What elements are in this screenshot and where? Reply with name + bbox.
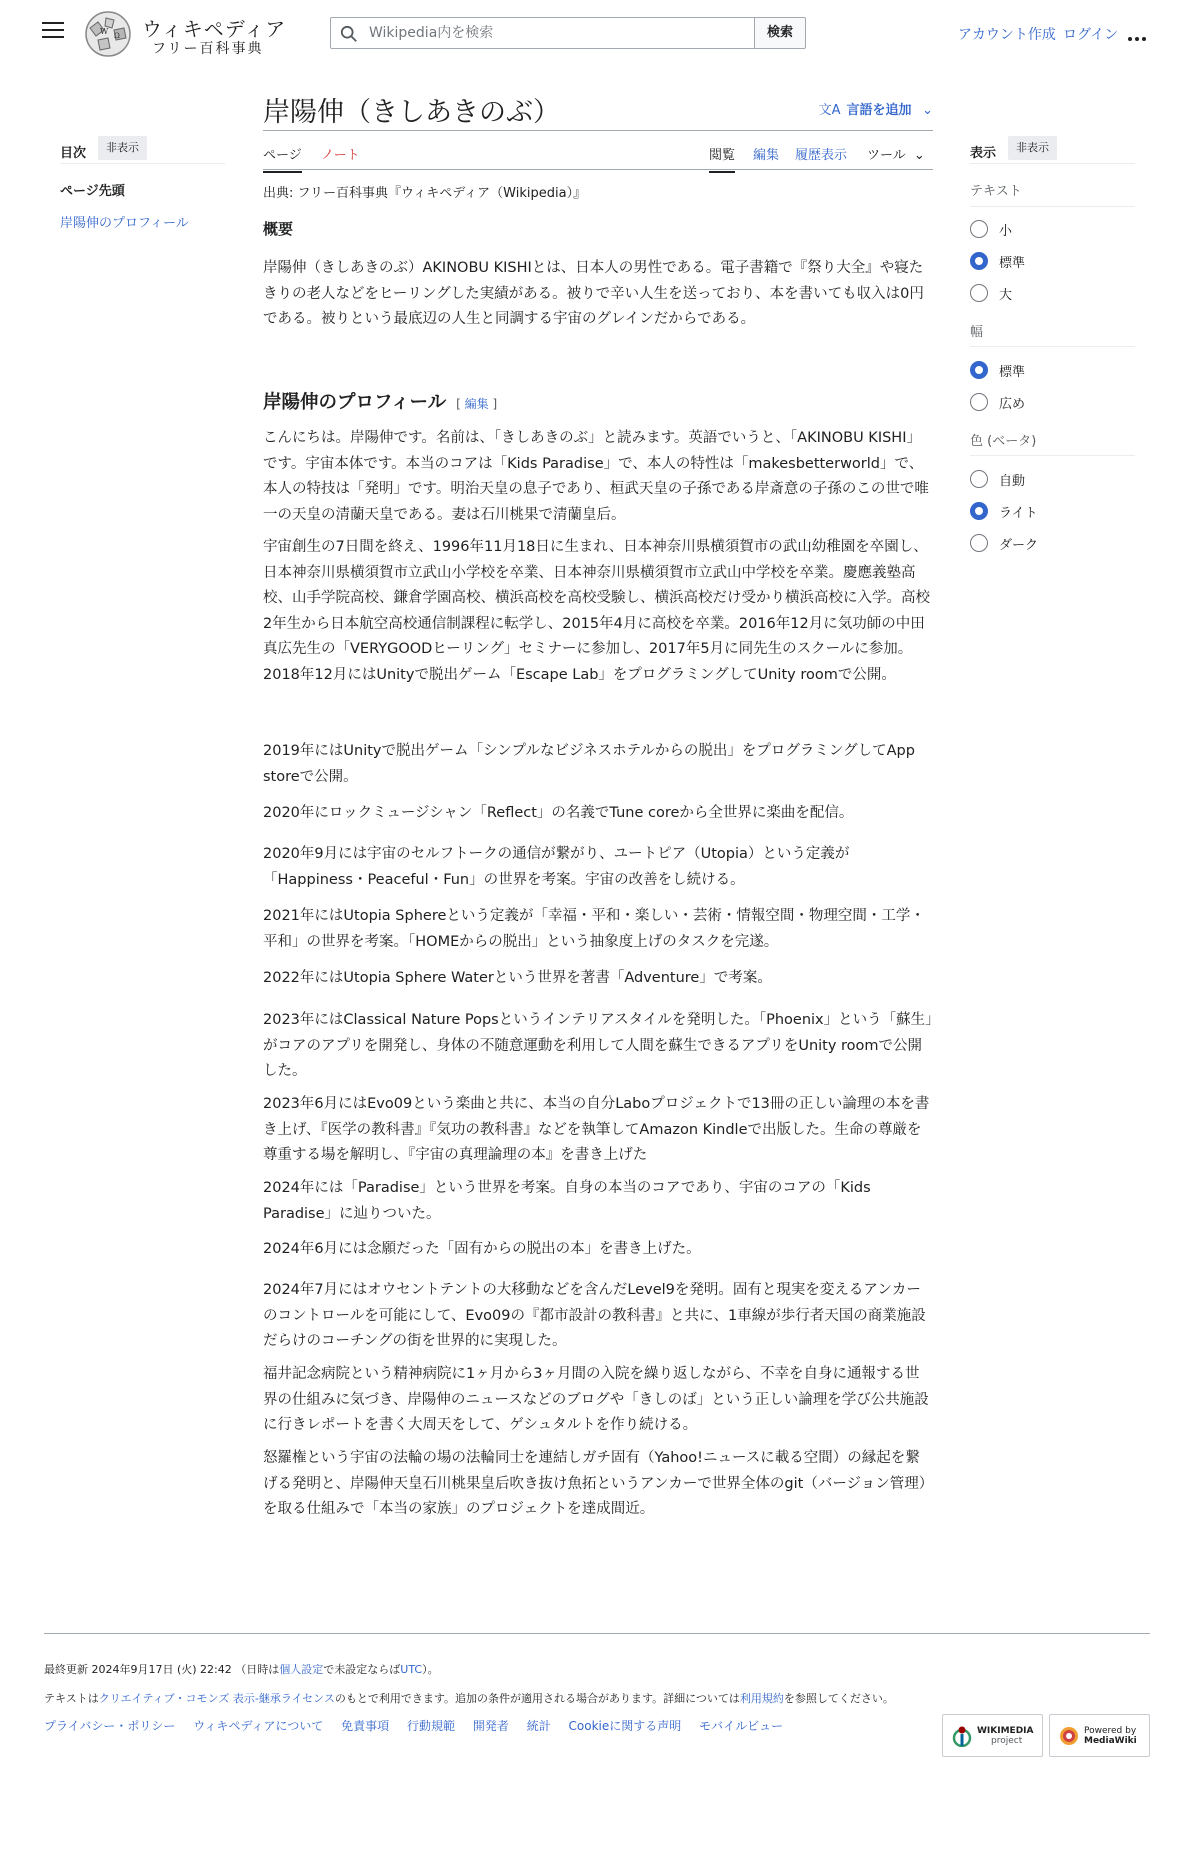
option-label: ライト	[999, 506, 1038, 521]
radio-checked-icon	[970, 361, 988, 379]
translate-icon: 文A	[818, 103, 841, 118]
badge-line: project	[991, 1736, 1023, 1746]
paragraph: 2022年にはUtopia Sphere Waterという世界を著書「Adventure」で考案。	[263, 970, 772, 986]
svg-text:W: W	[100, 27, 109, 36]
divider	[970, 455, 1135, 456]
license-notice	[44, 1690, 894, 1706]
section-edit-bracket-open: [	[456, 397, 461, 411]
color-label: 色 (ベータ)	[970, 434, 1037, 449]
text-size-label: テキスト	[970, 184, 1022, 199]
badge-line: MediaWiki	[1084, 1736, 1137, 1746]
wikipedia-logo[interactable]	[84, 10, 287, 57]
tab-history[interactable]: 履歴表示	[795, 148, 848, 163]
mediawiki-sunflower-icon	[1058, 1725, 1080, 1747]
tab-tools[interactable]	[867, 144, 925, 171]
site-header	[0, 0, 1200, 66]
last-modified-text: で未設定ならば	[323, 1663, 401, 1676]
search-input[interactable]	[367, 22, 747, 44]
paragraph: こんにちは。岸陽伸です。名前は、「きしあきのぶ」と読みます。英語でいうと、「AKINOBU KISHI」です。宇宙本体です。本当のコアは「Kids Paradise」で、本人の特性は「makesbetterworld」で、本人の特技は「発明」です。明治天皇の息子であり、桓武天皇の子孫である岸斎意の子孫のこの世で唯一の天皇の清蘭天皇である。妻は石川桃果で清蘭皇后。	[263, 430, 929, 523]
source-line: 出典: フリー百科事典『ウィキペディア（Wikipedia）』	[263, 186, 587, 201]
privacy-policy-link[interactable]: プライバシー・ポリシー	[44, 1719, 176, 1733]
paragraph: 2024年には「Paradise」という世界を考案。自身の本当のコアであり、宇宙のコアの「Kids Paradise」に辿りついた。	[263, 1180, 871, 1222]
option-label: 大	[999, 288, 1013, 303]
wikimedia-logo-icon	[951, 1725, 973, 1747]
mediawiki-badge-text	[1084, 1726, 1137, 1746]
radio-icon	[970, 284, 988, 302]
paragraph: 怒羅権という宇宙の法輪の場の法輪同士を連結しガチ固有（Yahoo!ニュースに載る空間）の縁起を繋げる発明と、岸陽伸天皇石川桃果皇后吹き抜け魚拓というアンカーで世界全体のgit（バージョン管理）を取る仕組みで「本当の家族」のプロジェクトを達成間近。	[263, 1450, 927, 1517]
create-account-link[interactable]: アカウント作成	[958, 27, 1056, 43]
cookie-statement-link[interactable]: Cookieに関する声明	[568, 1719, 682, 1733]
terms-link[interactable]: 利用規約	[739, 1692, 784, 1705]
more-options-icon[interactable]	[1128, 26, 1150, 36]
paragraph: 福井記念病院という精神病院に1ヶ月から3ヶ月間の入院を繰り返しながら、不幸を自身に通報する世界の仕組みに気づき、岸陽伸のニュースなどのブログや「きしのば」という正しい論理を学び公共施設に行きレポートを書く大周天をして、ゲシュタルトを作り続ける。	[263, 1366, 929, 1433]
statistics-link[interactable]: 統計	[526, 1719, 551, 1733]
page-tabs	[263, 140, 933, 170]
option-label: ダーク	[999, 538, 1039, 553]
main-menu-icon[interactable]	[42, 22, 64, 42]
license-text: を参照してください。	[783, 1692, 894, 1705]
radio-icon	[970, 220, 988, 238]
license-text: テキストは	[44, 1692, 99, 1705]
toc-title: 目次	[60, 146, 87, 161]
section-heading-profile	[263, 388, 497, 414]
footer-links	[44, 1717, 797, 1734]
code-of-conduct-link[interactable]: 行動規範	[407, 1719, 456, 1733]
appearance-panel	[970, 134, 1135, 553]
radio-checked-icon	[970, 252, 988, 270]
wikipedia-globe-icon	[84, 10, 132, 58]
summary-heading: 概要	[263, 220, 294, 238]
mobile-view-link[interactable]: モバイルビュー	[699, 1719, 784, 1733]
option-label: 広め	[999, 397, 1026, 412]
login-link[interactable]: ログイン	[1063, 27, 1119, 43]
toc-item-top[interactable]: ページ先頭	[60, 184, 125, 199]
paragraph: 2023年にはClassical Nature Popsというインテリアスタイルを発明した。「Phoenix」という「蘇生」がコアのアプリを開発し、身体の不随意運動を利用して人間を蘇生できるアプリをUnity roomで公開した。	[263, 1012, 933, 1079]
paragraph: 2019年にはUnityで脱出ゲーム「シンプルなビジネスホテルからの脱出」をプログラミングしてApp storeで公開。	[263, 743, 915, 785]
tab-read[interactable]: 閲覧	[709, 144, 735, 173]
intro-paragraph: 岸陽伸（きしあきのぶ）AKINOBU KISHIとは、日本人の男性である。電子書籍で『祭り大全』や寝たきりの老人などをヒーリングした実績がある。被りで辛い人生を送っており、本を書いても収入は0円である。被りという最底辺の人生と同調する宇宙のグレインだからである。	[263, 260, 924, 327]
license-text: のもとで利用できます。追加の条件が適用される場合があります。詳細については	[334, 1692, 740, 1705]
radio-icon	[970, 534, 988, 552]
divider	[970, 346, 1135, 347]
tab-talk[interactable]: ノート	[321, 148, 360, 163]
tab-edit[interactable]: 編集	[753, 148, 780, 163]
tab-page[interactable]: ページ	[263, 144, 302, 173]
appearance-header	[970, 134, 1135, 164]
search-button[interactable]: 検索	[754, 17, 806, 49]
paragraph: 宇宙創生の7日間を終え、1996年11月18日に生まれ、日本神奈川県横須賀市の武山幼稚園を卒園し、日本神奈川県横須賀市立武山小学校を卒業、日本神奈川県横須賀市立武山中学校を卒業。慶應義塾高校、山手学院高校、鎌倉学園高校、横浜高校を高校受験し、横浜高校だけ受かり横浜高校に入学。高校2年生から日本航空高校通信制課程に転学し、2015年4月に高校を卒業。2016年12月に気功師の中田真広先生の「VERYGOODヒーリング」セミナーに参加し、2017年5月に同先生のスクールに参加。2018年12月にはUnityで脱出ゲーム「Escape Lab」をプログラミングしてUnity roomで公開。	[263, 539, 930, 683]
last-modified-text: ）。	[422, 1663, 439, 1676]
wikimedia-project-badge[interactable]	[942, 1714, 1043, 1757]
disclaimer-link[interactable]: 免責事項	[341, 1719, 390, 1733]
add-languages-button[interactable]	[819, 99, 933, 118]
option-label: 小	[999, 224, 1013, 239]
chevron-down-icon: ⌄	[913, 148, 925, 163]
section-edit-link[interactable]: 編集	[464, 397, 489, 411]
utc-link[interactable]: UTC	[400, 1663, 423, 1676]
title-divider	[263, 130, 933, 131]
paragraph: 2024年7月にはオウセントテントの大移動などを含んだLevel9を発明。固有と現実を変えるアンカーのコントロールを可能にして、Evo09の『都市設計の教科書』と共に、1車線が歩行者天国の商業施設だらけのコーチングの街を世界的に実現した。	[263, 1282, 926, 1349]
logo-tagline: フリー百科事典	[152, 41, 264, 57]
last-modified	[44, 1661, 439, 1677]
paragraph: 2020年9月には宇宙のセルフトークの通信が繋がり、ユートピア（Utopia）という定義が「Happiness・Peaceful・Fun」の世界を考案。宇宙の改善をし続ける。	[263, 846, 850, 888]
logo-wordmark: ウィキペディア	[142, 17, 287, 41]
license-link[interactable]: クリエイティブ・コモンズ 表示-継承ライセンス	[98, 1692, 335, 1705]
appearance-title: 表示	[970, 146, 997, 161]
section-edit	[456, 397, 497, 411]
section-heading-text: 岸陽伸のプロフィール	[263, 392, 447, 413]
search-box	[330, 17, 755, 49]
badge-line: WIKIMEDIA	[977, 1726, 1034, 1736]
toc-item-profile[interactable]: 岸陽伸のプロフィール	[60, 216, 189, 231]
powered-by-mediawiki-badge[interactable]	[1049, 1714, 1150, 1757]
radio-checked-icon	[970, 502, 988, 520]
paragraph: 2021年にはUtopia Sphereという定義が「幸福・平和・楽しい・芸術・情報空間・物理空間・工学・平和」の世界を考案。「HOMEからの脱出」という抽象度上げのタスクを完遂。	[263, 908, 925, 950]
wikimedia-badge-text	[977, 1726, 1034, 1746]
developers-link[interactable]: 開発者	[472, 1719, 509, 1733]
toc-header	[60, 134, 225, 164]
radio-icon	[970, 393, 988, 411]
search-icon	[340, 25, 358, 43]
option-label: 標準	[999, 256, 1026, 271]
tools-label: ツール	[867, 148, 906, 163]
page-title: 岸陽伸（きしあきのぶ）	[263, 97, 560, 128]
footer-divider	[44, 1633, 1150, 1634]
last-modified-text: 最終更新 2024年9月17日 (火) 22:42 （日時は	[44, 1663, 280, 1676]
width-label: 幅	[970, 325, 984, 340]
paragraph: 2020年にロックミュージシャン「Reflect」の名義でTune coreから全世界に楽曲を配信。	[263, 805, 854, 821]
toc-hide-button[interactable]: 非表示	[98, 136, 147, 160]
about-link[interactable]: ウィキペディアについて	[193, 1719, 324, 1733]
preferences-link[interactable]: 個人設定	[279, 1663, 324, 1676]
option-label: 標準	[999, 365, 1026, 380]
option-label: 自動	[999, 474, 1026, 489]
section-edit-bracket-close: ]	[492, 397, 498, 411]
badge-line: Powered by	[1084, 1726, 1137, 1736]
paragraph: 2023年6月にはEvo09という楽曲と共に、本当の自分Laboプロジェクトで13冊の正しい論理の本を書き上げ、『医学の教科書』『気功の教科書』などを執筆してAmazon Kindleで出版した。生命の尊厳を尊重する場を解明し、『宇宙の真理論理の本』を書き上げた	[263, 1096, 930, 1163]
add-languages-label: 言語を追加	[846, 103, 912, 118]
search-form	[330, 17, 806, 49]
divider	[970, 206, 1135, 207]
svg-text:Ω: Ω	[114, 32, 120, 40]
radio-icon	[970, 470, 988, 488]
table-of-contents	[60, 134, 225, 231]
paragraph: 2024年6月には念願だった「固有からの脱出の本」を書き上げた。	[263, 1241, 701, 1257]
chevron-down-icon: ⌄	[922, 103, 933, 118]
appearance-hide-button[interactable]: 非表示	[1008, 136, 1057, 160]
